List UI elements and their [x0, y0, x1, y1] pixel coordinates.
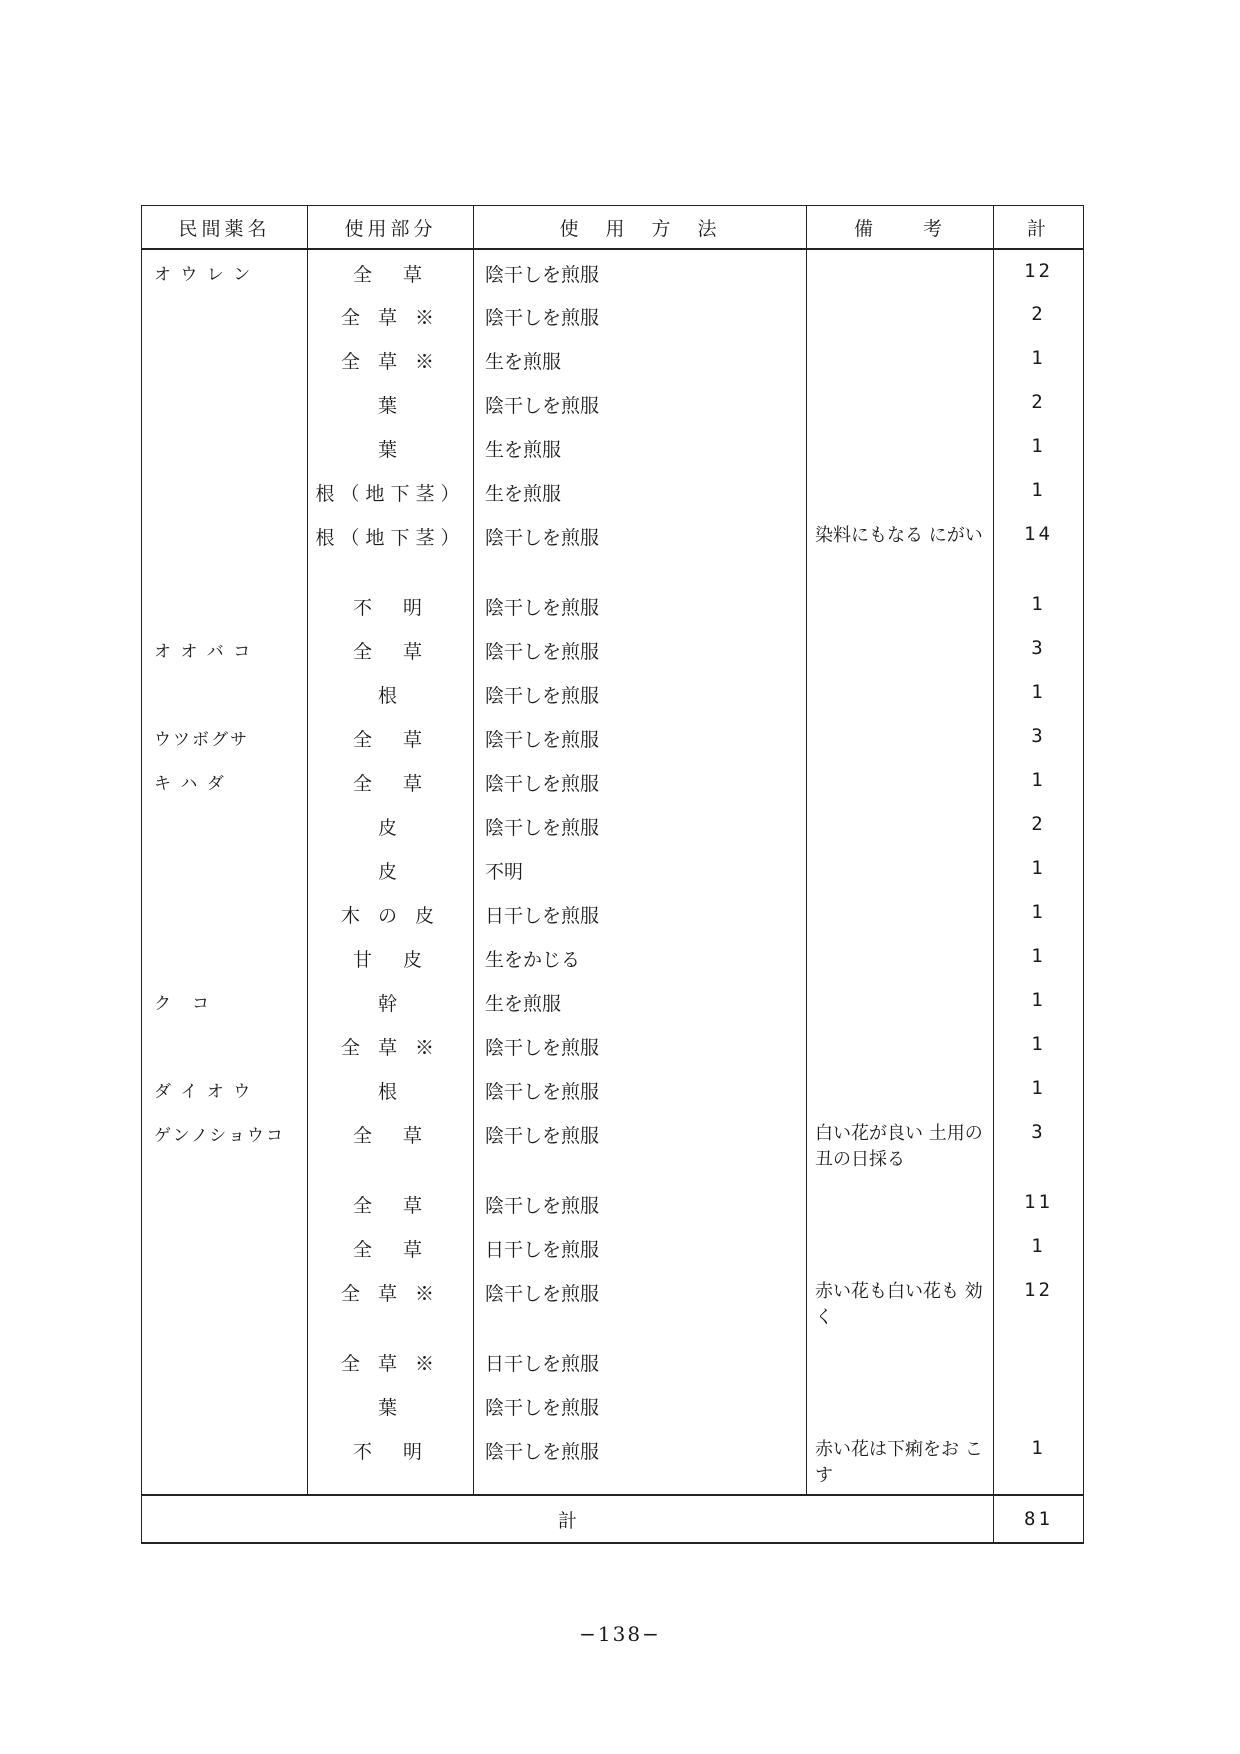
cell-note — [807, 1181, 994, 1225]
cell-name — [142, 1269, 308, 1339]
cell-count: 11 — [994, 1181, 1084, 1225]
table-row — [142, 249, 1084, 293]
cell-part: 根 — [308, 671, 474, 715]
table-row — [142, 1383, 1084, 1427]
table-row — [142, 759, 1084, 803]
cell-part: 葉 — [308, 381, 474, 425]
cell-note — [807, 1339, 994, 1383]
cell-name — [142, 513, 308, 583]
cell-name: キ ハ ダ — [142, 759, 308, 803]
cell-part: 全 草 ※ — [308, 293, 474, 337]
cell-note — [807, 583, 994, 627]
table-row — [142, 381, 1084, 425]
cell-count — [994, 1383, 1084, 1427]
cell-part: 全 草 ※ — [308, 1339, 474, 1383]
cell-method: 陰干しを煎服 — [474, 1383, 807, 1427]
cell-name — [142, 1339, 308, 1383]
cell-name — [142, 891, 308, 935]
cell-count: 3 — [994, 627, 1084, 671]
header-note: 備 考 — [807, 206, 994, 250]
cell-note: 赤い花も白い花も 効く — [807, 1269, 994, 1339]
table-row — [142, 469, 1084, 513]
cell-note — [807, 715, 994, 759]
header-count: 計 — [994, 206, 1084, 250]
cell-count — [994, 1339, 1084, 1383]
cell-count: 12 — [994, 249, 1084, 293]
table-row — [142, 1067, 1084, 1111]
cell-method: 生を煎服 — [474, 469, 807, 513]
header-part: 使用部分 — [308, 206, 474, 250]
cell-part: 根（地下茎） — [308, 469, 474, 513]
page-number: −138− — [579, 1622, 661, 1646]
cell-method: 陰干しを煎服 — [474, 671, 807, 715]
cell-name: ク コ — [142, 979, 308, 1023]
cell-name — [142, 671, 308, 715]
cell-count: 1 — [994, 337, 1084, 381]
cell-part: 幹 — [308, 979, 474, 1023]
cell-note — [807, 425, 994, 469]
header-name: 民間薬名 — [142, 206, 308, 250]
cell-name — [142, 1383, 308, 1427]
table-row — [142, 1427, 1084, 1495]
cell-part: 全 草 — [308, 249, 474, 293]
table-row — [142, 1023, 1084, 1067]
cell-method: 不明 — [474, 847, 807, 891]
cell-method: 陰干しを煎服 — [474, 627, 807, 671]
cell-count: 3 — [994, 1111, 1084, 1181]
header-method: 使 用 方 法 — [474, 206, 807, 250]
cell-part: 甘 皮 — [308, 935, 474, 979]
cell-note — [807, 759, 994, 803]
cell-method: 日干しを煎服 — [474, 891, 807, 935]
cell-name — [142, 293, 308, 337]
table-row — [142, 513, 1084, 583]
cell-part: 全 草 — [308, 1181, 474, 1225]
cell-part: 全 草 — [308, 1111, 474, 1181]
table-row — [142, 935, 1084, 979]
table-row — [142, 1111, 1084, 1181]
cell-name — [142, 1181, 308, 1225]
cell-note — [807, 1023, 994, 1067]
cell-method: 陰干しを煎服 — [474, 293, 807, 337]
cell-method: 陰干しを煎服 — [474, 583, 807, 627]
cell-count: 1 — [994, 1067, 1084, 1111]
cell-method: 陰干しを煎服 — [474, 513, 807, 583]
cell-name: ダ イ オ ウ — [142, 1067, 308, 1111]
cell-name — [142, 803, 308, 847]
cell-name — [142, 425, 308, 469]
cell-note — [807, 891, 994, 935]
cell-note — [807, 979, 994, 1023]
cell-note — [807, 293, 994, 337]
cell-name — [142, 1225, 308, 1269]
medicine-table — [141, 205, 1084, 1544]
cell-name — [142, 1023, 308, 1067]
cell-count: 1 — [994, 583, 1084, 627]
cell-part: 木 の 皮 — [308, 891, 474, 935]
cell-name — [142, 583, 308, 627]
cell-name — [142, 935, 308, 979]
cell-method: 陰干しを煎服 — [474, 715, 807, 759]
cell-count: 12 — [994, 1269, 1084, 1339]
table-row — [142, 1339, 1084, 1383]
table-row — [142, 627, 1084, 671]
cell-note — [807, 671, 994, 715]
cell-note — [807, 1383, 994, 1427]
cell-method: 生を煎服 — [474, 425, 807, 469]
cell-name — [142, 337, 308, 381]
cell-method: 生を煎服 — [474, 979, 807, 1023]
cell-part: 全 草 ※ — [308, 1023, 474, 1067]
cell-method: 陰干しを煎服 — [474, 1111, 807, 1181]
table-row — [142, 583, 1084, 627]
cell-count: 1 — [994, 671, 1084, 715]
cell-note — [807, 249, 994, 293]
cell-name: ゲンノショウコ — [142, 1111, 308, 1181]
cell-method: 陰干しを煎服 — [474, 803, 807, 847]
cell-note — [807, 469, 994, 513]
cell-note: 白い花が良い 土用の丑の日採る — [807, 1111, 994, 1181]
cell-part: 根（地下茎） — [308, 513, 474, 583]
table-row — [142, 293, 1084, 337]
cell-method: 日干しを煎服 — [474, 1225, 807, 1269]
cell-note — [807, 627, 994, 671]
cell-note — [807, 1225, 994, 1269]
cell-name — [142, 469, 308, 513]
cell-part: 葉 — [308, 425, 474, 469]
cell-part: 全 草 ※ — [308, 1269, 474, 1339]
cell-count: 2 — [994, 293, 1084, 337]
cell-note — [807, 847, 994, 891]
cell-part: 皮 — [308, 847, 474, 891]
table-row — [142, 1269, 1084, 1339]
total-label: 計 — [142, 1495, 994, 1543]
cell-part: 全 草 — [308, 715, 474, 759]
total-value: 81 — [994, 1495, 1084, 1543]
cell-name: ウツボグサ — [142, 715, 308, 759]
cell-part: 全 草 — [308, 627, 474, 671]
cell-note — [807, 337, 994, 381]
cell-name — [142, 847, 308, 891]
cell-method: 陰干しを煎服 — [474, 1181, 807, 1225]
cell-name — [142, 1427, 308, 1495]
cell-method: 陰干しを煎服 — [474, 1023, 807, 1067]
cell-method: 陰干しを煎服 — [474, 1427, 807, 1495]
cell-method: 日干しを煎服 — [474, 1339, 807, 1383]
cell-method: 陰干しを煎服 — [474, 249, 807, 293]
cell-count: 1 — [994, 469, 1084, 513]
cell-note — [807, 381, 994, 425]
cell-note — [807, 935, 994, 979]
cell-name — [142, 381, 308, 425]
table-row — [142, 1181, 1084, 1225]
table-row — [142, 1225, 1084, 1269]
cell-count: 1 — [994, 759, 1084, 803]
cell-count: 2 — [994, 803, 1084, 847]
cell-method: 生をかじる — [474, 935, 807, 979]
table-row — [142, 891, 1084, 935]
cell-note: 染料にもなる にがい — [807, 513, 994, 583]
cell-count: 1 — [994, 891, 1084, 935]
cell-part: 皮 — [308, 803, 474, 847]
cell-part: 根 — [308, 1067, 474, 1111]
cell-part: 不 明 — [308, 1427, 474, 1495]
cell-count: 1 — [994, 979, 1084, 1023]
table-row — [142, 425, 1084, 469]
cell-count: 1 — [994, 935, 1084, 979]
table-row — [142, 847, 1084, 891]
cell-count: 1 — [994, 1427, 1084, 1495]
table-row — [142, 337, 1084, 381]
table-row — [142, 715, 1084, 759]
cell-method: 陰干しを煎服 — [474, 1067, 807, 1111]
cell-part: 全 草 — [308, 1225, 474, 1269]
cell-count: 1 — [994, 847, 1084, 891]
cell-count: 1 — [994, 425, 1084, 469]
cell-name: オ ウ レ ン — [142, 249, 308, 293]
cell-method: 陰干しを煎服 — [474, 1269, 807, 1339]
cell-count: 1 — [994, 1225, 1084, 1269]
cell-part: 不 明 — [308, 583, 474, 627]
cell-part: 全 草 ※ — [308, 337, 474, 381]
cell-part: 葉 — [308, 1383, 474, 1427]
table-header-row — [142, 206, 1084, 250]
cell-count: 3 — [994, 715, 1084, 759]
cell-part: 全 草 — [308, 759, 474, 803]
cell-count: 2 — [994, 381, 1084, 425]
cell-count: 1 — [994, 1023, 1084, 1067]
cell-note — [807, 1067, 994, 1111]
table-row — [142, 803, 1084, 847]
cell-count: 14 — [994, 513, 1084, 583]
table-row — [142, 979, 1084, 1023]
cell-note — [807, 803, 994, 847]
cell-name: オ オ バ コ — [142, 627, 308, 671]
table-row — [142, 671, 1084, 715]
total-row — [142, 1495, 1084, 1543]
cell-method: 陰干しを煎服 — [474, 759, 807, 803]
cell-method: 陰干しを煎服 — [474, 381, 807, 425]
cell-note: 赤い花は下痢をお こす — [807, 1427, 994, 1495]
cell-method: 生を煎服 — [474, 337, 807, 381]
